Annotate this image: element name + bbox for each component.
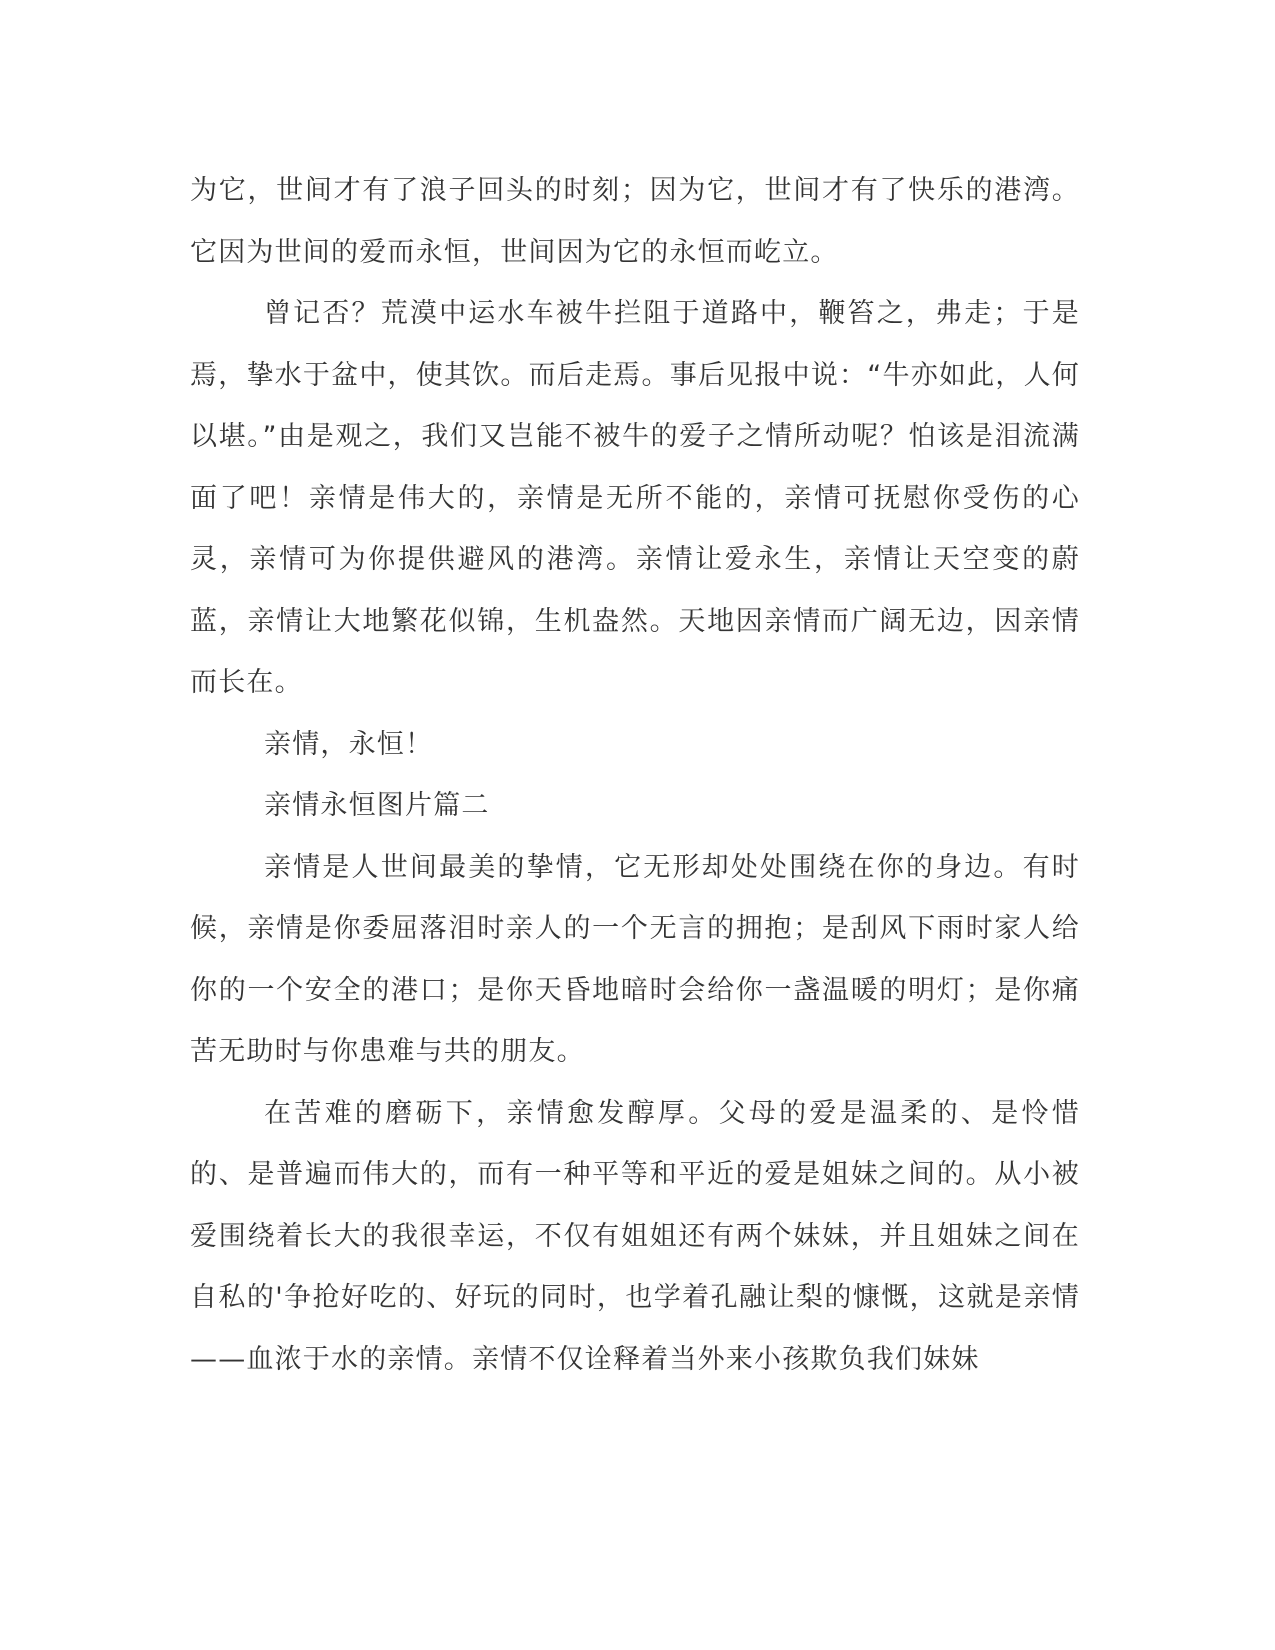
paragraph-4: 亲情是人世间最美的挚情，它无形却处处围绕在你的身边。有时候，亲情是你委屈落泪时亲人的一个无言的拥抱；是刮风下雨时家人给你的一个安全的港口；是你天昏地暗时会给你一盏温暖的明灯；是你痛苦无助时与你患难与共的朋友。 bbox=[190, 851, 1080, 1067]
body-text bbox=[190, 160, 1080, 1390]
paragraph-5: 在苦难的磨砺下，亲情愈发醇厚。父母的爱是温柔的、是怜惜的、是普遍而伟大的，而有一种平等和平近的爱是姐妹之间的。从小被爱围绕着长大的我很幸运，不仅有姐姐还有两个妹妹，并且姐妹之间在自私的'争抢好吃的、好玩的同时，也学着孔融让梨的慷慨，这就是亲情——血浓于水的亲情。亲情不仅诠释着当外来小孩欺负我们妹妹 bbox=[190, 1097, 1080, 1375]
paragraph-2: 曾记否？荒漠中运水车被牛拦阻于道路中，鞭笞之，弗走；于是焉，挚水于盆中，使其饮。而后走焉。事后见报中说：“牛亦如此，人何以堪。”由是观之，我们又岂能不被牛的爱子之情所动呢？怕该是泪流满面了吧！亲情是伟大的，亲情是无所不能的，亲情可抚慰你受伤的心灵，亲情可为你提供避风的港湾。亲情让爱永生，亲情让天空变的蔚蓝，亲情让大地繁花似锦，生机盎然。天地因亲情而广阔无边，因亲情而长在。 bbox=[190, 298, 1080, 698]
section-heading: 亲情永恒图片篇二 bbox=[264, 790, 490, 821]
paragraph-1: 为它，世间才有了浪子回头的时刻；因为它，世间才有了快乐的港湾。它因为世间的爱而永恒，世间因为它的永恒而屹立。 bbox=[190, 175, 1080, 268]
paragraph-3: 亲情，永恒！ bbox=[264, 728, 434, 760]
